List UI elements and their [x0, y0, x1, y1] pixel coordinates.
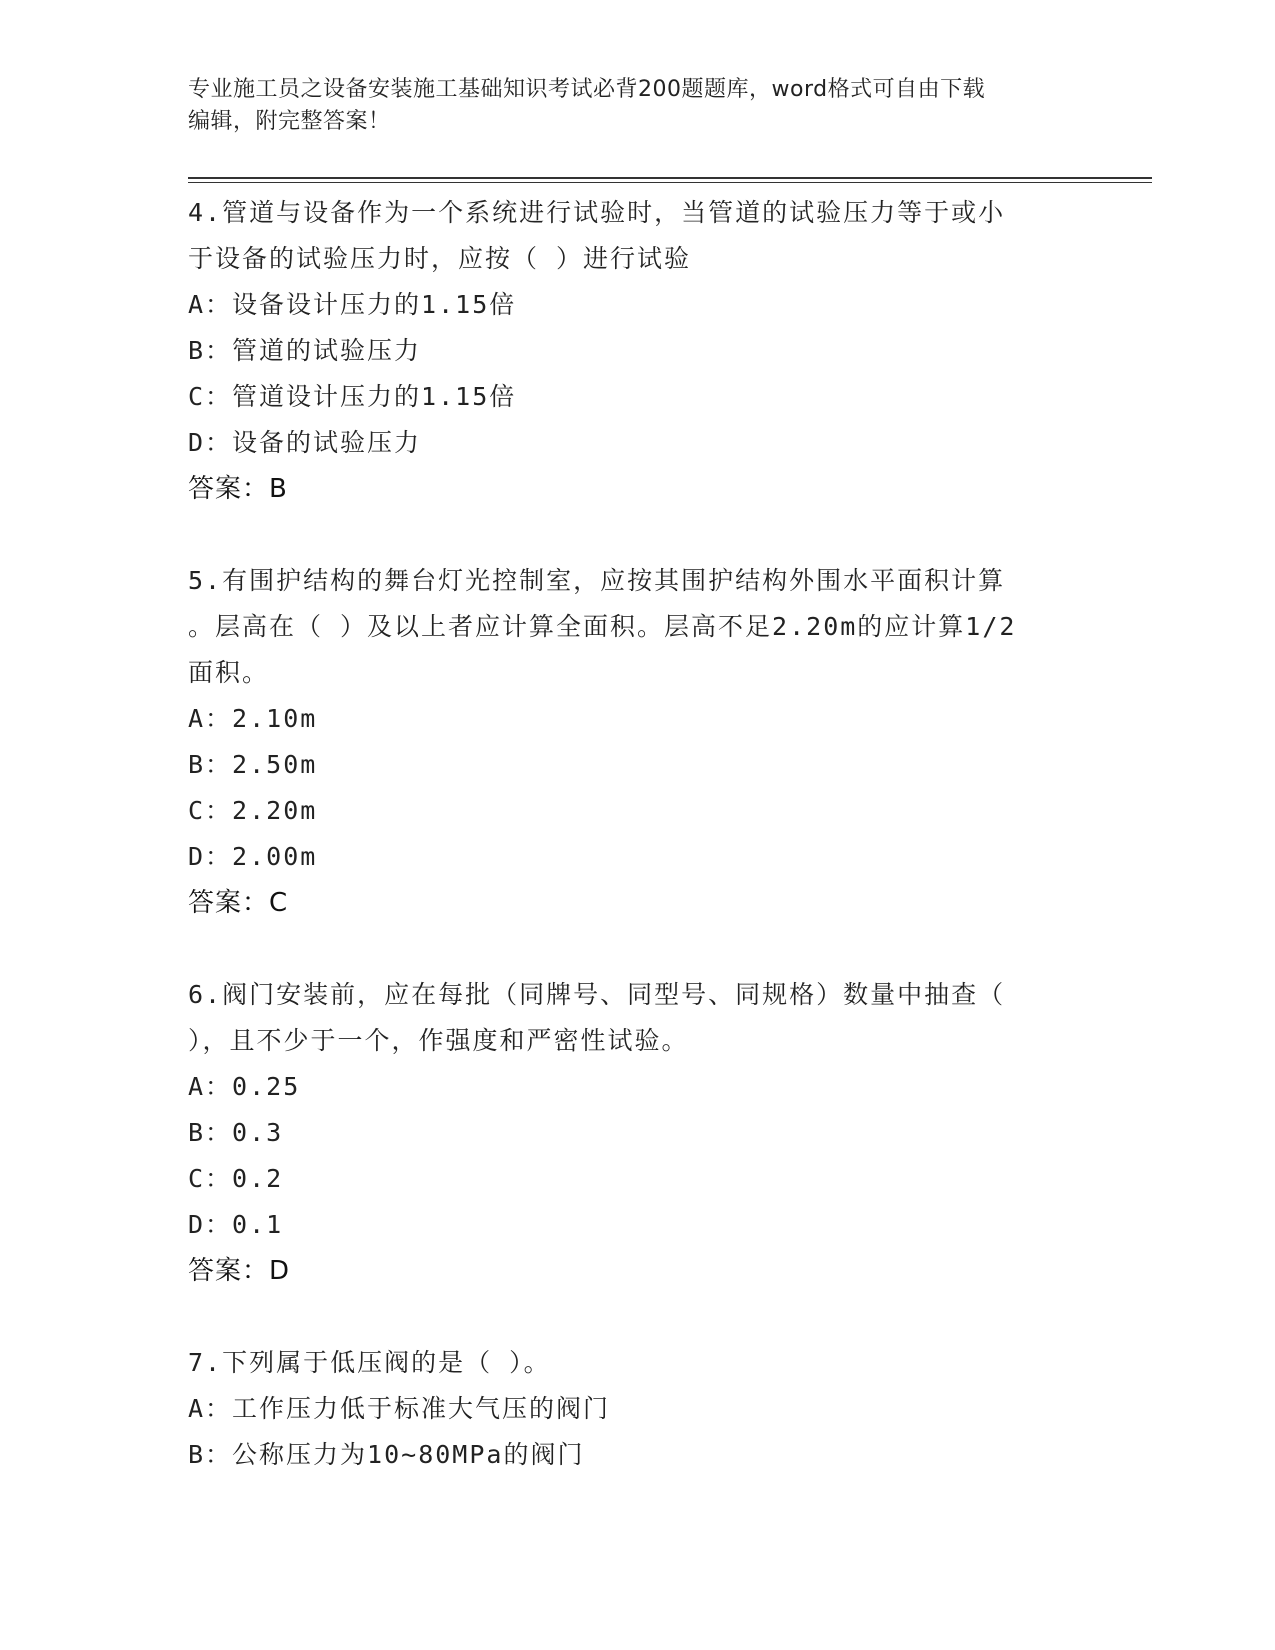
option-c: C：2.20m — [188, 796, 318, 825]
question-item — [188, 1340, 1088, 1478]
question-stem: 5.有围护结构的舞台灯光控制室，应按其围护结构外围水平面积计算 — [188, 566, 1006, 595]
question-stem: 于设备的试验压力时，应按（ ）进行试验 — [188, 244, 692, 273]
question-stem: 6.阀门安装前，应在每批（同牌号、同型号、同规格）数量中抽查（ — [188, 980, 1006, 1009]
option-d: D：设备的试验压力 — [188, 428, 422, 457]
option-a: A：0.25 — [188, 1072, 301, 1101]
title-line-1: 专业施工员之设备安装施工基础知识考试必背200题题库，word格式可自由下载 — [188, 77, 986, 102]
option-d: D：2.00m — [188, 842, 318, 871]
title-line-2: 编辑，附完整答案！ — [188, 109, 391, 134]
question-stem: 面积。 — [188, 658, 270, 687]
question-list — [188, 190, 1088, 1524]
answer-text: 答案：D — [188, 1256, 291, 1286]
option-b: B：公称压力为10~80MPa的阀门 — [188, 1440, 585, 1469]
answer-text: 答案：B — [188, 474, 288, 504]
option-b: B：2.50m — [188, 750, 318, 779]
option-b: B：管道的试验压力 — [188, 336, 422, 365]
question-item — [188, 972, 1088, 1294]
answer-text: 答案：C — [188, 888, 289, 918]
header-divider-thin — [188, 182, 1152, 183]
option-c: C：0.2 — [188, 1164, 284, 1193]
header-divider — [188, 177, 1152, 179]
option-a: A：工作压力低于标准大气压的阀门 — [188, 1394, 611, 1423]
question-stem: 。层高在（ ）及以上者应计算全面积。层高不足2.20m的应计算1/2 — [188, 612, 1017, 641]
option-b: B：0.3 — [188, 1118, 284, 1147]
option-a: A：设备设计压力的1.15倍 — [188, 290, 517, 319]
question-item — [188, 558, 1088, 926]
document-title — [188, 74, 1088, 138]
option-a: A：2.10m — [188, 704, 318, 733]
option-d: D：0.1 — [188, 1210, 284, 1239]
question-item — [188, 190, 1088, 512]
question-stem: ），且不少于一个，作强度和严密性试验。 — [188, 1026, 689, 1055]
option-c: C：管道设计压力的1.15倍 — [188, 382, 517, 411]
question-stem: 7.下列属于低压阀的是（ ）。 — [188, 1348, 551, 1377]
question-stem: 4.管道与设备作为一个系统进行试验时，当管道的试验压力等于或小 — [188, 198, 1006, 227]
